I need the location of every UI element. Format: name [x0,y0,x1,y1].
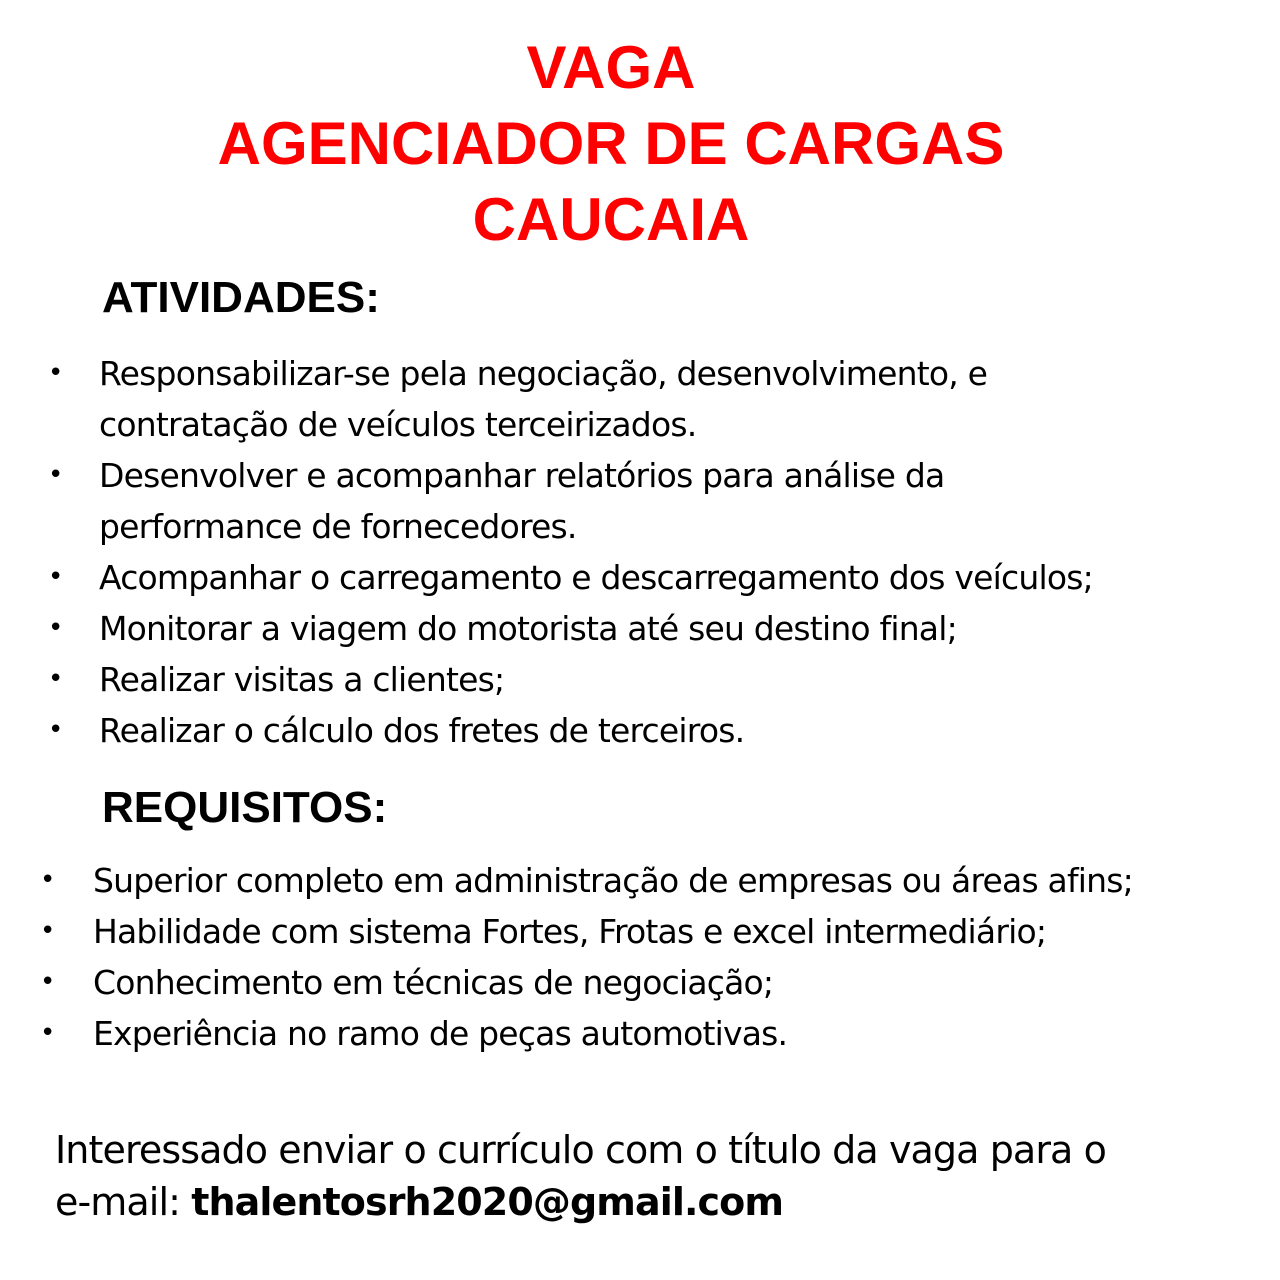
bullet-icon: • [48,358,63,388]
list-item [40,906,1270,957]
bullet-icon: • [40,916,55,946]
contact-block [55,1124,1255,1228]
contact-instructions: Interessado enviar o currículo com o título da vaga para o [55,1128,1106,1172]
bullet-icon: • [40,1018,55,1048]
bullet-icon: • [48,562,63,592]
list-item [48,552,1248,603]
bullet-icon: • [48,613,63,643]
requisitos-list [40,855,1270,1059]
job-title-block [0,30,1222,258]
title-location: CAUCAIA [472,186,750,253]
title-vaga: VAGA [526,34,696,101]
email-prefix: e-mail: [55,1180,192,1224]
list-item-text: Habilidade com sistema Fortes, Frotas e excel intermediário; [93,912,1047,951]
list-item-text: Experiência no ramo de peças automotivas. [93,1014,788,1053]
title-position: AGENCIADOR DE CARGAS [217,110,1005,177]
email-address[interactable]: thalentosrh2020@gmail.com [191,1180,784,1224]
list-item-text: Conhecimento em técnicas de negociação; [93,963,774,1002]
list-item-text: Monitorar a viagem do motorista até seu destino final; [99,609,957,648]
list-item [40,855,1270,906]
list-item-text: Responsabilizar-se pela negociação, desenvolvimento, e [99,354,988,393]
list-item [48,450,1248,552]
bullet-icon: • [48,715,63,745]
bullet-icon: • [40,967,55,997]
list-item-text: Realizar visitas a clientes; [99,660,505,699]
bullet-icon: • [48,664,63,694]
list-item [48,654,1248,705]
bullet-icon: • [48,460,63,490]
list-item [40,1008,1270,1059]
list-item-text: Realizar o cálculo dos fretes de terceiros. [99,711,745,750]
heading-requisitos: REQUISITOS: [102,783,388,832]
list-item-text-continued: performance de fornecedores. [99,507,577,546]
heading-atividades: ATIVIDADES: [102,273,380,322]
list-item-text: Superior completo em administração de empresas ou áreas afins; [93,861,1133,900]
bullet-icon: • [40,865,55,895]
list-item [48,705,1248,756]
list-item [40,957,1270,1008]
contact-email-line [55,1176,1255,1228]
list-item-text-continued: contratação de veículos terceirizados. [99,405,697,444]
list-item [48,348,1248,450]
list-item [48,603,1248,654]
atividades-list [48,348,1248,756]
list-item-text: Acompanhar o carregamento e descarregamento dos veículos; [99,558,1093,597]
list-item-text: Desenvolver e acompanhar relatórios para análise da [99,456,945,495]
